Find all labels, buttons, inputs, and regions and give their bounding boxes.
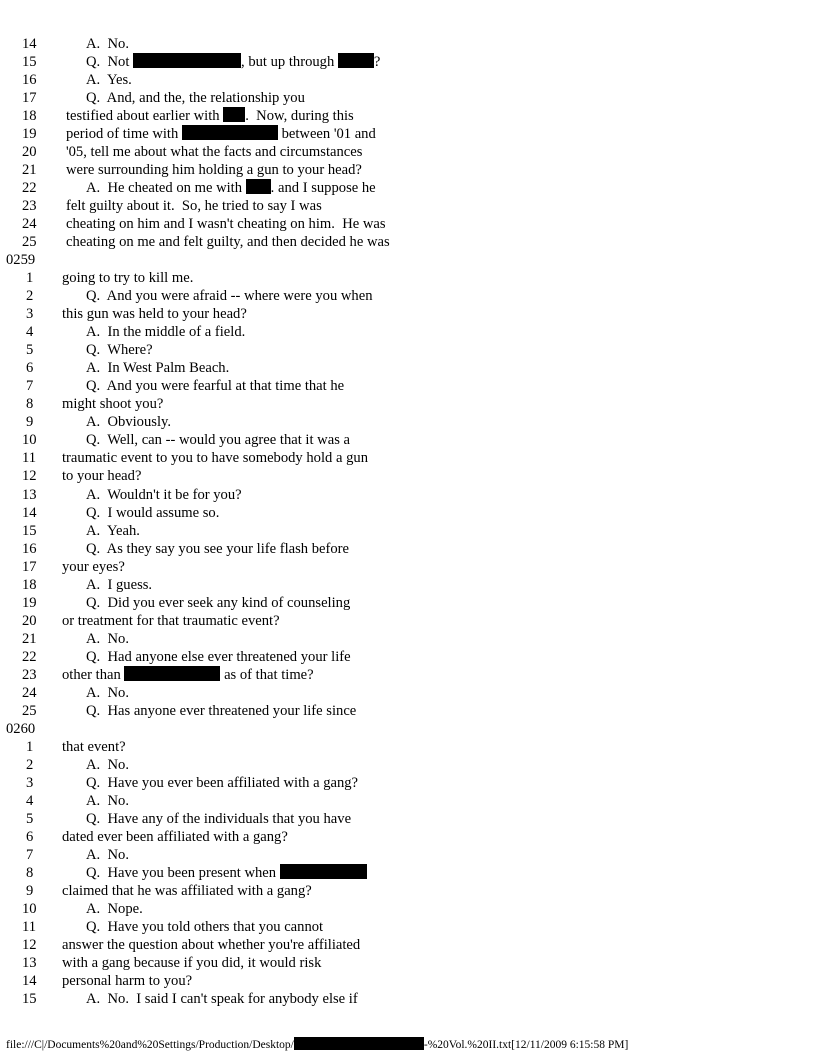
transcript-line [0, 53, 816, 71]
text-segment: your eyes? [62, 558, 125, 575]
transcript-line [0, 936, 816, 954]
transcript-line [0, 810, 816, 828]
transcript-line [0, 107, 816, 125]
answer-text [86, 684, 129, 702]
text-segment: might shoot you? [62, 396, 164, 413]
text-segment: that event? [62, 738, 126, 755]
text-segment: period of time with [66, 126, 182, 143]
text-segment: Q. Did you ever seek any kind of counseling [86, 594, 351, 611]
question-text [86, 540, 349, 558]
text-segment: A. No. [86, 756, 129, 773]
line-text [62, 305, 247, 323]
transcript-line [0, 576, 816, 594]
text-segment: A. No. I said I can't speak for anybody else if [86, 991, 358, 1008]
transcript-line [0, 35, 816, 53]
page-number: 0259 [6, 252, 36, 269]
line-number: 13 [22, 955, 37, 972]
text-segment: personal harm to you? [62, 973, 193, 990]
line-number: 17 [22, 90, 37, 107]
redaction-box [280, 864, 367, 879]
text-segment: between '01 and [277, 126, 376, 143]
question-text [86, 918, 323, 936]
line-number: 4 [26, 324, 34, 341]
line-number: 20 [22, 612, 37, 629]
transcript-line [0, 666, 816, 684]
text-segment: A. In West Palm Beach. [86, 360, 230, 377]
text-segment: dated ever been affiliated with a gang? [62, 828, 288, 845]
transcript-line [0, 954, 816, 972]
transcript-line [0, 846, 816, 864]
redaction-box [124, 666, 220, 681]
line-number: 16 [22, 72, 37, 89]
transcript-line [0, 71, 816, 89]
transcript-line [0, 413, 816, 431]
line-number: 13 [22, 486, 37, 503]
answer-text [86, 792, 129, 810]
text-segment: claimed that he was affiliated with a gang? [62, 882, 312, 899]
line-text [66, 125, 376, 143]
text-segment: A. Obviously. [86, 414, 171, 431]
redaction-box [246, 179, 271, 194]
transcript-line [0, 467, 816, 485]
transcript-line [0, 738, 816, 756]
transcript-line [0, 882, 816, 900]
text-segment: testified about earlier with [66, 108, 224, 125]
line-number: 24 [22, 684, 37, 701]
transcript-line [0, 431, 816, 449]
text-segment: cheating on me and felt guilty, and then decided he was [66, 234, 390, 251]
line-number: 21 [22, 162, 37, 179]
question-text [86, 431, 350, 449]
line-number: 1 [26, 738, 34, 755]
text-segment: answer the question about whether you're affiliated [62, 937, 361, 953]
line-number: 12 [22, 468, 37, 485]
transcript-line [0, 305, 816, 323]
transcript-line [0, 774, 816, 792]
transcript-line [0, 449, 816, 467]
line-number: 14 [22, 973, 37, 990]
answer-text [86, 413, 171, 431]
line-text [62, 972, 192, 990]
text-segment: Q. Have you told others that you cannot [86, 918, 324, 935]
question-text [86, 648, 351, 666]
line-number: 2 [26, 756, 34, 773]
text-segment: Q. Has anyone ever threatened your life since [86, 702, 357, 719]
question-text [86, 89, 305, 107]
line-text [62, 269, 193, 287]
text-segment: A. No. [86, 630, 129, 647]
transcript-line [0, 323, 816, 341]
line-text [62, 558, 125, 576]
text-segment: , but up through [241, 54, 338, 71]
text-segment: traumatic event to you to have somebody hold a gun [62, 450, 368, 467]
answer-text [86, 359, 229, 377]
line-number: 11 [22, 918, 37, 935]
transcript-line [0, 864, 816, 882]
line-number: 2 [26, 288, 34, 305]
line-number: 17 [22, 558, 37, 575]
line-text [66, 233, 390, 251]
line-number: 14 [22, 36, 37, 52]
line-number: 6 [26, 828, 34, 845]
transcript-line [0, 630, 816, 648]
text-segment: this gun was held to your head? [62, 306, 247, 323]
text-segment: A. Nope. [86, 900, 143, 917]
transcript-line [0, 359, 816, 377]
line-number: 7 [26, 378, 34, 395]
question-text [86, 504, 219, 522]
line-number: 9 [26, 414, 34, 431]
question-text [86, 53, 380, 71]
line-text [62, 395, 163, 413]
answer-text [86, 522, 140, 540]
transcript-line [0, 287, 816, 305]
transcript-line [0, 612, 816, 630]
text-segment: '05, tell me about what the facts and circumstances [66, 144, 363, 161]
text-segment: A. No. [86, 36, 129, 52]
text-segment: as of that time? [220, 666, 314, 683]
line-text [62, 467, 141, 485]
line-text [62, 954, 321, 972]
text-segment: Q. Not [86, 54, 134, 71]
text-segment: going to try to kill me. [62, 270, 194, 287]
text-segment: A. In the middle of a field. [86, 324, 246, 341]
line-number: 18 [22, 108, 37, 125]
transcript-line [0, 504, 816, 522]
question-text [86, 810, 351, 828]
line-number: 24 [22, 216, 37, 233]
line-number: 16 [22, 540, 37, 557]
answer-text [86, 630, 129, 648]
line-text [62, 449, 368, 467]
line-number: 15 [22, 522, 37, 539]
line-text [62, 738, 126, 756]
transcript-line [0, 161, 816, 179]
line-text [62, 936, 360, 954]
text-segment: . Now, during this [245, 108, 354, 125]
text-segment: with a gang because if you did, it would risk [62, 955, 322, 972]
text-segment: A. Yeah. [86, 522, 140, 539]
text-segment: Q. I would assume so. [86, 504, 220, 521]
line-number: 5 [26, 342, 34, 359]
transcript-line [0, 233, 816, 251]
line-number: 3 [26, 774, 34, 791]
line-text [62, 882, 312, 900]
line-number: 15 [22, 54, 37, 71]
transcript-line [0, 792, 816, 810]
line-number: 3 [26, 306, 34, 323]
answer-text [86, 900, 143, 918]
transcript-line [0, 251, 816, 269]
text-segment: . and I suppose he [270, 180, 376, 197]
answer-text [86, 486, 242, 504]
question-text [86, 864, 367, 882]
line-number: 23 [22, 666, 37, 683]
transcript-line [0, 125, 816, 143]
file-path-footer [6, 1037, 628, 1053]
line-number: 19 [22, 594, 37, 611]
text-segment: A. He cheated on me with [86, 180, 246, 197]
redaction-box [182, 125, 278, 140]
transcript-line [0, 558, 816, 576]
text-segment: Q. As they say you see your life flash before [86, 540, 350, 557]
line-number: 8 [26, 396, 34, 413]
transcript-line [0, 143, 816, 161]
redaction-box [223, 107, 245, 122]
line-number: 12 [22, 937, 37, 953]
question-text [86, 702, 356, 720]
line-number: 21 [22, 630, 37, 647]
line-text [66, 161, 362, 179]
line-number: 19 [22, 126, 37, 143]
line-number: 15 [22, 991, 37, 1008]
transcript-line [0, 972, 816, 990]
text-segment: were surrounding him holding a gun to your head? [66, 162, 362, 179]
transcript-line [0, 179, 816, 197]
line-text [66, 197, 322, 215]
question-text [86, 377, 344, 395]
footer-path-start: file:///C|/Documents%20and%20Settings/Production/Desktop/ [6, 1039, 294, 1051]
text-segment: or treatment for that traumatic event? [62, 612, 280, 629]
transcript-line [0, 197, 816, 215]
question-text [86, 287, 373, 305]
line-number: 10 [22, 900, 37, 917]
line-text [66, 107, 354, 125]
line-number: 5 [26, 810, 34, 827]
transcript-line [0, 377, 816, 395]
text-segment: Q. Well, can -- would you agree that it was a [86, 432, 350, 449]
transcript-line [0, 341, 816, 359]
transcript-line [0, 269, 816, 287]
answer-text [86, 179, 376, 197]
transcript-line [0, 395, 816, 413]
transcript-line [0, 918, 816, 936]
transcript-line [0, 702, 816, 720]
question-text [86, 341, 153, 359]
transcript-line [0, 990, 816, 1008]
line-text [62, 828, 288, 846]
transcript-line [0, 522, 816, 540]
line-number: 22 [22, 648, 37, 665]
page-number: 0260 [6, 720, 36, 737]
line-number: 14 [22, 504, 37, 521]
answer-text [86, 990, 358, 1008]
text-segment: Q. Have you ever been affiliated with a gang? [86, 774, 359, 791]
text-segment: other than [62, 666, 125, 683]
transcript-line [0, 648, 816, 666]
transcript-line [0, 594, 816, 612]
text-segment: Q. Where? [86, 342, 153, 359]
transcript-line [0, 756, 816, 774]
line-text [62, 612, 280, 630]
transcript-line [0, 215, 816, 233]
text-segment: Q. And you were afraid -- where were you when [86, 288, 373, 305]
footer-path-end: -%20Vol.%20II.txt[12/11/2009 6:15:58 PM] [423, 1039, 629, 1051]
text-segment: Q. Have any of the individuals that you have [86, 810, 352, 827]
line-number: 7 [26, 846, 34, 863]
line-text [66, 143, 362, 161]
line-number: 4 [26, 792, 34, 809]
transcript-line [0, 828, 816, 846]
line-number: 20 [22, 144, 37, 161]
question-text [86, 594, 350, 612]
text-segment: A. Yes. [86, 72, 132, 89]
line-number: 6 [26, 360, 34, 377]
line-text [62, 666, 314, 684]
footer-redaction-box [294, 1037, 424, 1050]
text-segment: cheating on him and I wasn't cheating on him. He was [66, 216, 386, 233]
answer-text [86, 576, 152, 594]
line-number: 25 [22, 702, 37, 719]
line-number: 1 [26, 270, 34, 287]
redaction-box [133, 53, 241, 68]
answer-text [86, 756, 129, 774]
text-segment: A. No. [86, 684, 129, 701]
line-number: 18 [22, 576, 37, 593]
line-number: 9 [26, 882, 34, 899]
line-number: 11 [22, 450, 37, 467]
text-segment: ? [373, 54, 381, 71]
answer-text [86, 846, 129, 864]
text-segment: Q. Had anyone else ever threatened your life [86, 648, 351, 665]
line-number: 22 [22, 180, 37, 197]
transcript-line [0, 540, 816, 558]
answer-text [86, 71, 132, 89]
text-segment: to your head? [62, 468, 142, 485]
answer-text [86, 35, 129, 53]
transcript-line [0, 900, 816, 918]
transcript-line [0, 684, 816, 702]
line-number: 8 [26, 864, 34, 881]
text-segment: A. Wouldn't it be for you? [86, 486, 242, 503]
text-segment: Q. Have you been present when [86, 864, 280, 881]
line-text [66, 215, 386, 233]
line-number: 10 [22, 432, 37, 449]
transcript-line [0, 720, 816, 738]
text-segment: A. No. [86, 792, 129, 809]
transcript-line [0, 486, 816, 504]
text-segment: Q. And you were fearful at that time that he [86, 378, 345, 395]
line-number: 23 [22, 198, 37, 215]
redaction-box [338, 53, 374, 68]
line-number: 25 [22, 234, 37, 251]
question-text [86, 774, 358, 792]
answer-text [86, 323, 245, 341]
text-segment: Q. And, and the, the relationship you [86, 90, 305, 107]
text-segment: A. No. [86, 846, 129, 863]
text-segment: A. I guess. [86, 576, 153, 593]
text-segment: felt guilty about it. So, he tried to say I was [66, 198, 322, 215]
transcript-line [0, 89, 816, 107]
